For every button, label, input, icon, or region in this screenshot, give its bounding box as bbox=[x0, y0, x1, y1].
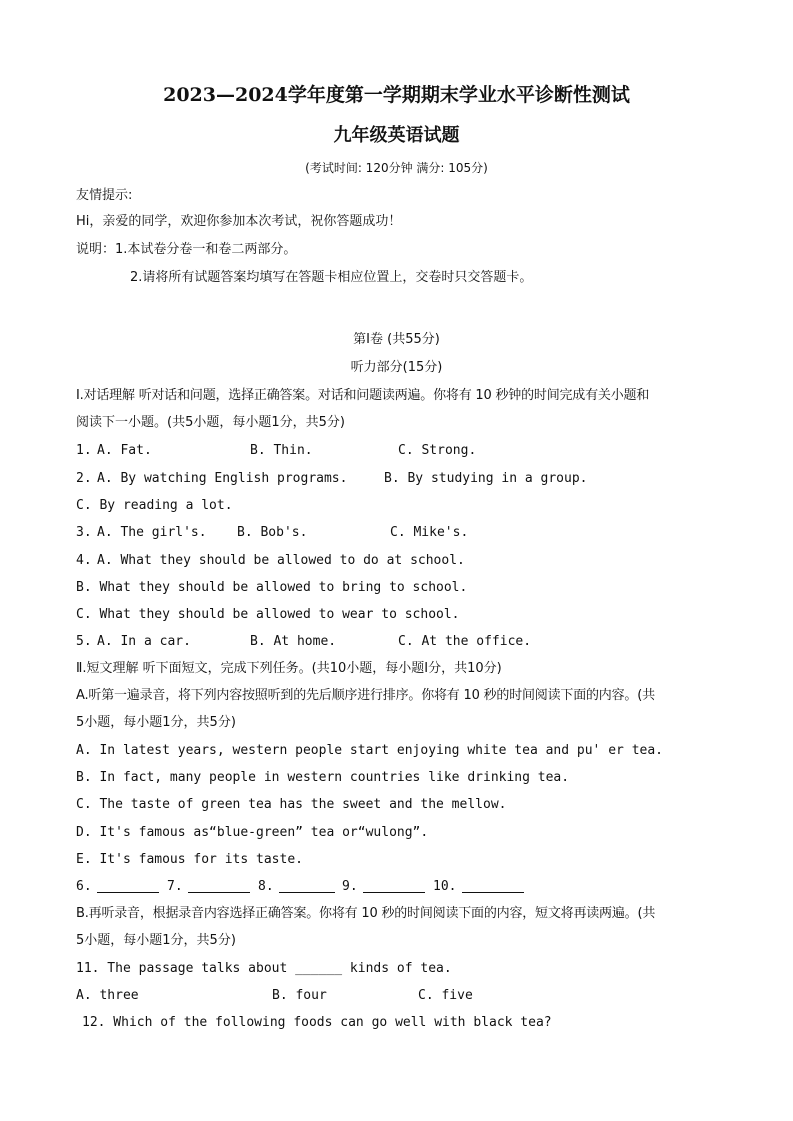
sectionB-instructions-line1: B.再听录音，根据录音内容选择正确答案。你将有 10 秒的时间阅读下面的内容，短文将再读两遍。(共 bbox=[76, 906, 656, 921]
blank-7-label: 7. bbox=[167, 879, 183, 894]
exam-title: 2023—2024学年度第一学期期末学业水平诊断性测试 bbox=[163, 84, 630, 106]
q5-number: 5. bbox=[76, 634, 92, 649]
section1-instructions-line2: 阅读下一小题。(共5小题，每小题1分，共5分) bbox=[76, 415, 345, 430]
q4-option-c: C. What they should be allowed to wear to school. bbox=[76, 607, 460, 622]
blank-8-label: 8. bbox=[258, 879, 274, 894]
q4-option-b: B. What they should be allowed to bring to school. bbox=[76, 580, 468, 595]
q11-option-b: B. four bbox=[272, 988, 327, 1003]
q11-option-c: C. five bbox=[418, 988, 473, 1003]
part1-title: 第Ⅰ卷 (共55分) bbox=[353, 332, 440, 347]
q11-option-a: A. three bbox=[76, 988, 139, 1003]
q2-option-c: C. By reading a lot. bbox=[76, 498, 233, 513]
q2-option-a: A. By watching English programs. bbox=[97, 471, 348, 486]
notice-greeting: Hi，亲爱的同学，欢迎你参加本次考试，祝你答题成功！ bbox=[76, 214, 402, 229]
q1-option-c: C. Strong. bbox=[398, 443, 477, 458]
exam-info: (考试时间: 120分钟 满分: 105分) bbox=[305, 161, 488, 175]
blank-9-line bbox=[363, 879, 425, 893]
q1-number: 1. bbox=[76, 443, 92, 458]
q5-option-b: B. At home. bbox=[250, 634, 337, 649]
blank-10-label: 10. bbox=[433, 879, 457, 894]
section1-instructions-line1: I.对话理解 听对话和问题，选择正确答案。对话和问题读两遍。你将有 10 秒钟的时间完成有关小题和 bbox=[76, 388, 650, 403]
exam-subtitle: 九年级英语试题 bbox=[333, 125, 460, 146]
q4-option-a: A. What they should be allowed to do at school. bbox=[97, 553, 465, 568]
notice-note-1: 说明：1.本试卷分卷一和卷二两部分。 bbox=[76, 242, 297, 257]
section2-title: Ⅱ.短文理解 听下面短文，完成下列任务。(共10小题，每小题Ⅰ分，共10分) bbox=[76, 661, 502, 676]
q5-option-a: A. In a car. bbox=[97, 634, 191, 649]
blank-7-line bbox=[188, 879, 250, 893]
blank-6-label: 6. bbox=[76, 879, 92, 894]
sectionB-instructions-line2: 5小题，每小题1分，共5分) bbox=[76, 933, 236, 948]
q3-number: 3. bbox=[76, 525, 92, 540]
sectionA-instructions-line1: A.听第一遍录音，将下列内容按照听到的先后顺序进行排序。你将有 10 秒的时间阅读下面的内容。(共 bbox=[76, 688, 655, 703]
q11-stem: 11. The passage talks about ______ kinds of tea. bbox=[76, 961, 452, 976]
blank-6-line bbox=[97, 879, 159, 893]
item-b: B. In fact, many people in western countries like drinking tea. bbox=[76, 770, 570, 785]
q4-number: 4. bbox=[76, 553, 92, 568]
sectionA-instructions-line2: 5小题，每小题1分，共5分) bbox=[76, 715, 236, 730]
q3-option-c: C. Mike's. bbox=[390, 525, 469, 540]
item-e: E. It's famous for its taste. bbox=[76, 852, 303, 867]
q2-option-b: B. By studying in a group. bbox=[384, 471, 588, 486]
item-d: D. It's famous as“blue-green” tea or“wulong”. bbox=[76, 825, 429, 840]
blank-10-line bbox=[462, 879, 524, 893]
blank-8-line bbox=[279, 879, 335, 893]
q1-option-b: B. Thin. bbox=[250, 443, 313, 458]
item-c: C. The taste of green tea has the sweet and the mellow. bbox=[76, 797, 507, 812]
item-a: A. In latest years, western people start enjoying white tea and pu' er tea. bbox=[76, 743, 663, 758]
q1-option-a: A. Fat. bbox=[97, 443, 152, 458]
q2-number: 2. bbox=[76, 471, 92, 486]
q12-stem: 12. Which of the following foods can go well with black tea? bbox=[82, 1015, 552, 1030]
notice-note-2: 2.请将所有试题答案均填写在答题卡相应位置上，交卷时只交答题卡。 bbox=[130, 270, 533, 285]
q5-option-c: C. At the office. bbox=[398, 634, 532, 649]
q3-option-a: A. The girl's. bbox=[97, 525, 207, 540]
listening-title: 听力部分(15分) bbox=[350, 360, 443, 375]
notice-heading: 友情提示: bbox=[76, 188, 133, 203]
q3-option-b: B. Bob's. bbox=[237, 525, 308, 540]
blank-9-label: 9. bbox=[342, 879, 358, 894]
